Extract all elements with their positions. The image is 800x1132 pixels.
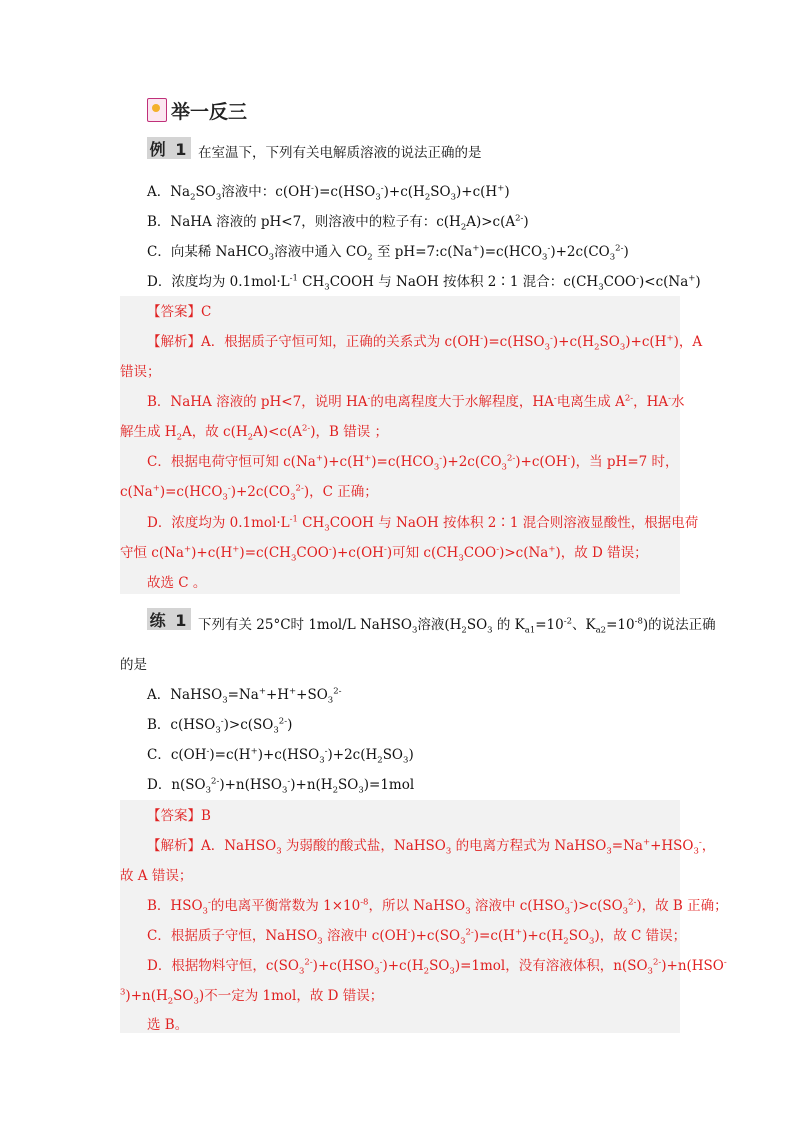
option-c: C．$c(OH^-)=c(H^+)+c(HSO_3^-)+2c(H_2SO_3)$ [147,746,414,766]
analysis-line: 守恒 $c(Na^+)+c(H^+)=c(CH_3COO^-)+c(OH^-)$可知 $c(CH_3COO^-)>c(Na^+)$，故 D 错误； [120,544,648,564]
question-stem: 下列有关 25°C时 1mol/L NaHSO$_3$溶液($H_2SO_3$ 的 $K_{a1}=10^{-2}$、$K_{a2}=10^{-8}$)的说法正确 [198,616,716,636]
analysis-line: $c(Na^+)=c(HCO_3^-)+2c(CO_3^{2-})$，C 正确； [120,483,378,503]
book-icon [147,98,167,122]
analysis-line: B．$HSO_3^-$的电离平衡常数为 $1\times 10^{-8}$，所以 NaHSO$_3$ 溶液中 $c(HSO_3^-)>c(SO_3^{2-})$，故 B 正确； [147,897,728,917]
analysis-line: 【解析】A．NaHSO$_3$ 为弱酸的酸式盐，NaHSO$_3$ 的电离方程式为 $NaHSO_3=Na^++HSO_3^-$， [147,837,716,857]
option-c: C．向某稀 NaHCO$_3$溶液中通入 $CO_2$ 至 $pH=7:c(Na^+)=c(HCO_3^-)+2c(CO_3^{2-})$ [147,243,629,263]
exercise-tag: 练 1 [147,608,191,630]
example-tag: 例 1 [147,137,191,159]
option-d: D．$n(SO_3^{2-})+n(HSO_3^-)+n(H_2SO_3)=1mol$ [147,776,415,796]
option-d: D．浓度均为 $0.1mol\cdot L^{-1}$ $CH_3COOH$ 与 NaOH 按体积 2∶1 混合：$c(CH_3COO^-)<c(Na^+)$ [147,273,701,293]
analysis-line: 【解析】A．根据质子守恒可知，正确的关系式为 $c(OH^-)=c(HSO_3^-)+c(H_2SO_3)+c(H^+)$，A [147,333,703,353]
answer-label: 【答案】C [147,304,212,320]
section-header [147,96,247,124]
analysis-line: 解生成 $H_2A$，故 $c(H_2A)<c(A^{2-})$，B 错误 ； [120,423,389,443]
analysis-line: $^3)+n(H_2SO_3)$不一定为 1mol，故 D 错误； [120,987,384,1007]
analysis-line: 选 B。 [147,1017,189,1033]
question-stem-cont: 的是 [120,657,147,673]
analysis-line: C．根据质子守恒，NaHSO$_3$ 溶液中 $c(OH^-)+c(SO_3^{2-})=c(H^+)+c(H_2SO_3)$，故 C 错误； [147,927,687,947]
analysis-line: C．根据电荷守恒可知 $c(Na^+)+c(H^+)=c(HCO_3^-)+2c(CO_3^{2-})+c(OH^-)$，当 pH=7 时， [147,453,679,473]
analysis-line: 错误； [120,364,161,380]
analysis-line: D．根据物料守恒，$c(SO_3^{2-})+c(HSO_3^-)+c(H_2SO_3)=1mol$，没有溶液体积，$n(SO_3^{2-})+n(HSO^-$ [147,957,727,977]
analysis-line: 故 A 错误； [120,868,193,884]
section-title: 举一反三 [171,100,248,123]
question-stem: 在室温下，下列有关电解质溶液的说法正确的是 [198,145,482,161]
analysis-line: 故选 C 。 [147,575,207,591]
analysis-line: D．浓度均为 $0.1mol\cdot L^{-1}$ $CH_3COOH$ 与 NaOH 按体积 2∶1 混合则溶液显酸性，根据电荷 [147,514,699,534]
option-b: B．$c(HSO_3^-)>c(SO_3^{2-})$ [147,716,293,736]
option-a: A．$NaHSO_3=Na^++H^++SO_3^{2-}$ [147,686,342,706]
answer-label: 【答案】B [147,808,211,824]
analysis-line: B．NaHA 溶液的 pH<7，说明 HA-的电离程度大于水解程度，HA-电离生成 $A^{2-}$，HA-水 [147,393,685,410]
option-a: A．$Na_2SO_3$溶液中：$c(OH^-)=c(HSO_3^-)+c(H_2SO_3)+c(H^+)$ [147,183,510,203]
option-b: B．NaHA 溶液的 pH<7，则溶液中的粒子有：$c(H_2A)>c(A^{2-})$ [147,213,529,233]
